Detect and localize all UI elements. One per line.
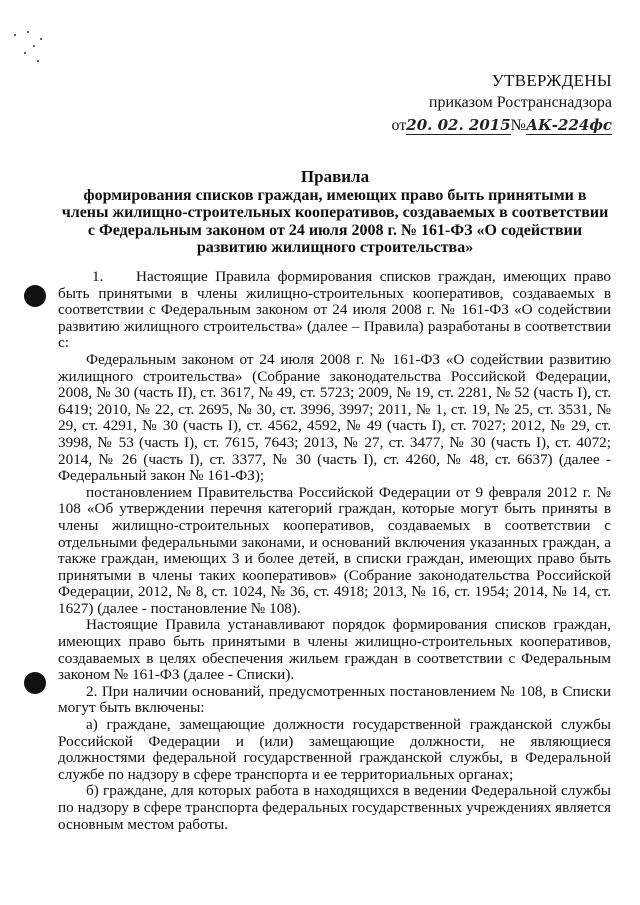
scan-speck [14, 34, 16, 36]
paragraph-scope: Настоящие Правила устанавливают порядок формирования списков граждан, имеющих право быть принятыми в члены жилищно-строительных кооперативов, создаваемых в целях обеспечения жильем граждан в соответствии с Федеральным законом № 161-ФЗ (далее - Списки). [58, 616, 611, 684]
approval-stamp [312, 70, 612, 137]
paragraph-decree-108: постановлением Правительства Российской Федерации от 9 февраля 2012 г. № 108 «Об утверждении перечня категорий граждан, которые могут быть приняты в члены жилищно-строительных кооперативов, создаваемых в соответствии с отдельными федеральными законами, и оснований включения указанных граждан, а также граждан, имеющих 3 и более детей, в списки граждан, имеющих право быть принятыми в члены таких кооперативов» (Собрание законодательства Российской Федерации, 2012, № 8, ст. 1024, № 36, ст. 4918; 2013, № 16, ст. 1954; 2014, № 14, ст. 1627) (далее - постановление № 108). [58, 483, 611, 617]
paragraph-2b: б) граждане, для которых работа в находящихся в ведении Федеральной службы по надзору в сфере транспорта федеральных государственных учреждениях является основным местом работы. [58, 782, 611, 833]
paragraph-number: 1. [92, 268, 104, 285]
scan-speck [33, 45, 35, 47]
paragraph-1 [58, 269, 611, 352]
number-prefix: № [510, 117, 526, 134]
order-label: приказом Ространснадзора [428, 94, 612, 111]
paragraph-law-161: Федеральным законом от 24 июля 2008 г. № 161-ФЗ «О содействии развитию жилищного строительства» (Собрание законодательства Российской Федерации, 2008, № 30 (часть II), ст. 3617, № 49, ст. 5723; 2009, № 19, ст. 2281, № 52 (часть I), ст. 6419; 2010, № 22, ст. 2695, № 30, ст. 3996, 3997; 2011, № 1, ст. 19, № 25, ст. 3531, № 29, ст. 4291, № 30 (часть I), ст. 4562, 4592, № 49 (часть I), ст. 7027; 2012, № 29, ст. 3998, № 53 (часть I), ст. 7615, 7643; 2013, № 27, ст. 3477, № 30 (часть I), ст. 4072; 2014, № 26 (часть I), ст. 3377, № 30 (часть I), ст. 4260, № 48, ст. 6637) (далее - Федеральный закон № 161-ФЗ); [58, 350, 611, 485]
punch-hole-top [24, 285, 46, 307]
paragraph-1-text: Настоящие Правила формирования списков граждан, имеющих право быть принятыми в члены жилищно-строительных кооперативов, создаваемых в соответствии с Федеральным законом от 24 июля 2008 г. № 161-ФЗ «О содействии развитию жилищного строительства» (далее – Правила) разработаны в соответствии с: [58, 268, 611, 352]
scan-speck [40, 38, 42, 40]
scan-speck [27, 31, 29, 33]
scan-speck [24, 52, 26, 54]
handwritten-date: 20. 02. 2015 [406, 116, 511, 134]
document-body [58, 269, 611, 833]
paragraph-2: 2. При наличии оснований, предусмотренных постановлением № 108, в Списки могут быть включены: [58, 682, 611, 717]
title-subtitle: формирования списков граждан, имеющих право быть принятыми в члены жилищно-строительных кооперативов, создаваемых в соответствии с Федеральным законом от 24 июля 2008 г. № 161-ФЗ «О содействии развитию жилищного строительства» [61, 186, 609, 256]
document-title [60, 168, 610, 257]
approved-label: УТВЕРЖДЕНЫ [491, 71, 612, 90]
order-date-number [312, 114, 612, 137]
handwritten-number: АК-224фс [525, 116, 612, 134]
paragraph-2a: а) граждане, замещающие должности государственной гражданской службы Российской Федерации и (или) замещающие должности, не являющиеся должностями федеральной государственной гражданской службы, в Федеральной службе по надзору в сфере транспорта и ее территориальных органах; [58, 716, 611, 783]
scan-speck [37, 60, 39, 62]
punch-hole-bottom [24, 672, 46, 694]
from-prefix: от [391, 117, 407, 134]
title-heading: Правила [300, 167, 370, 186]
